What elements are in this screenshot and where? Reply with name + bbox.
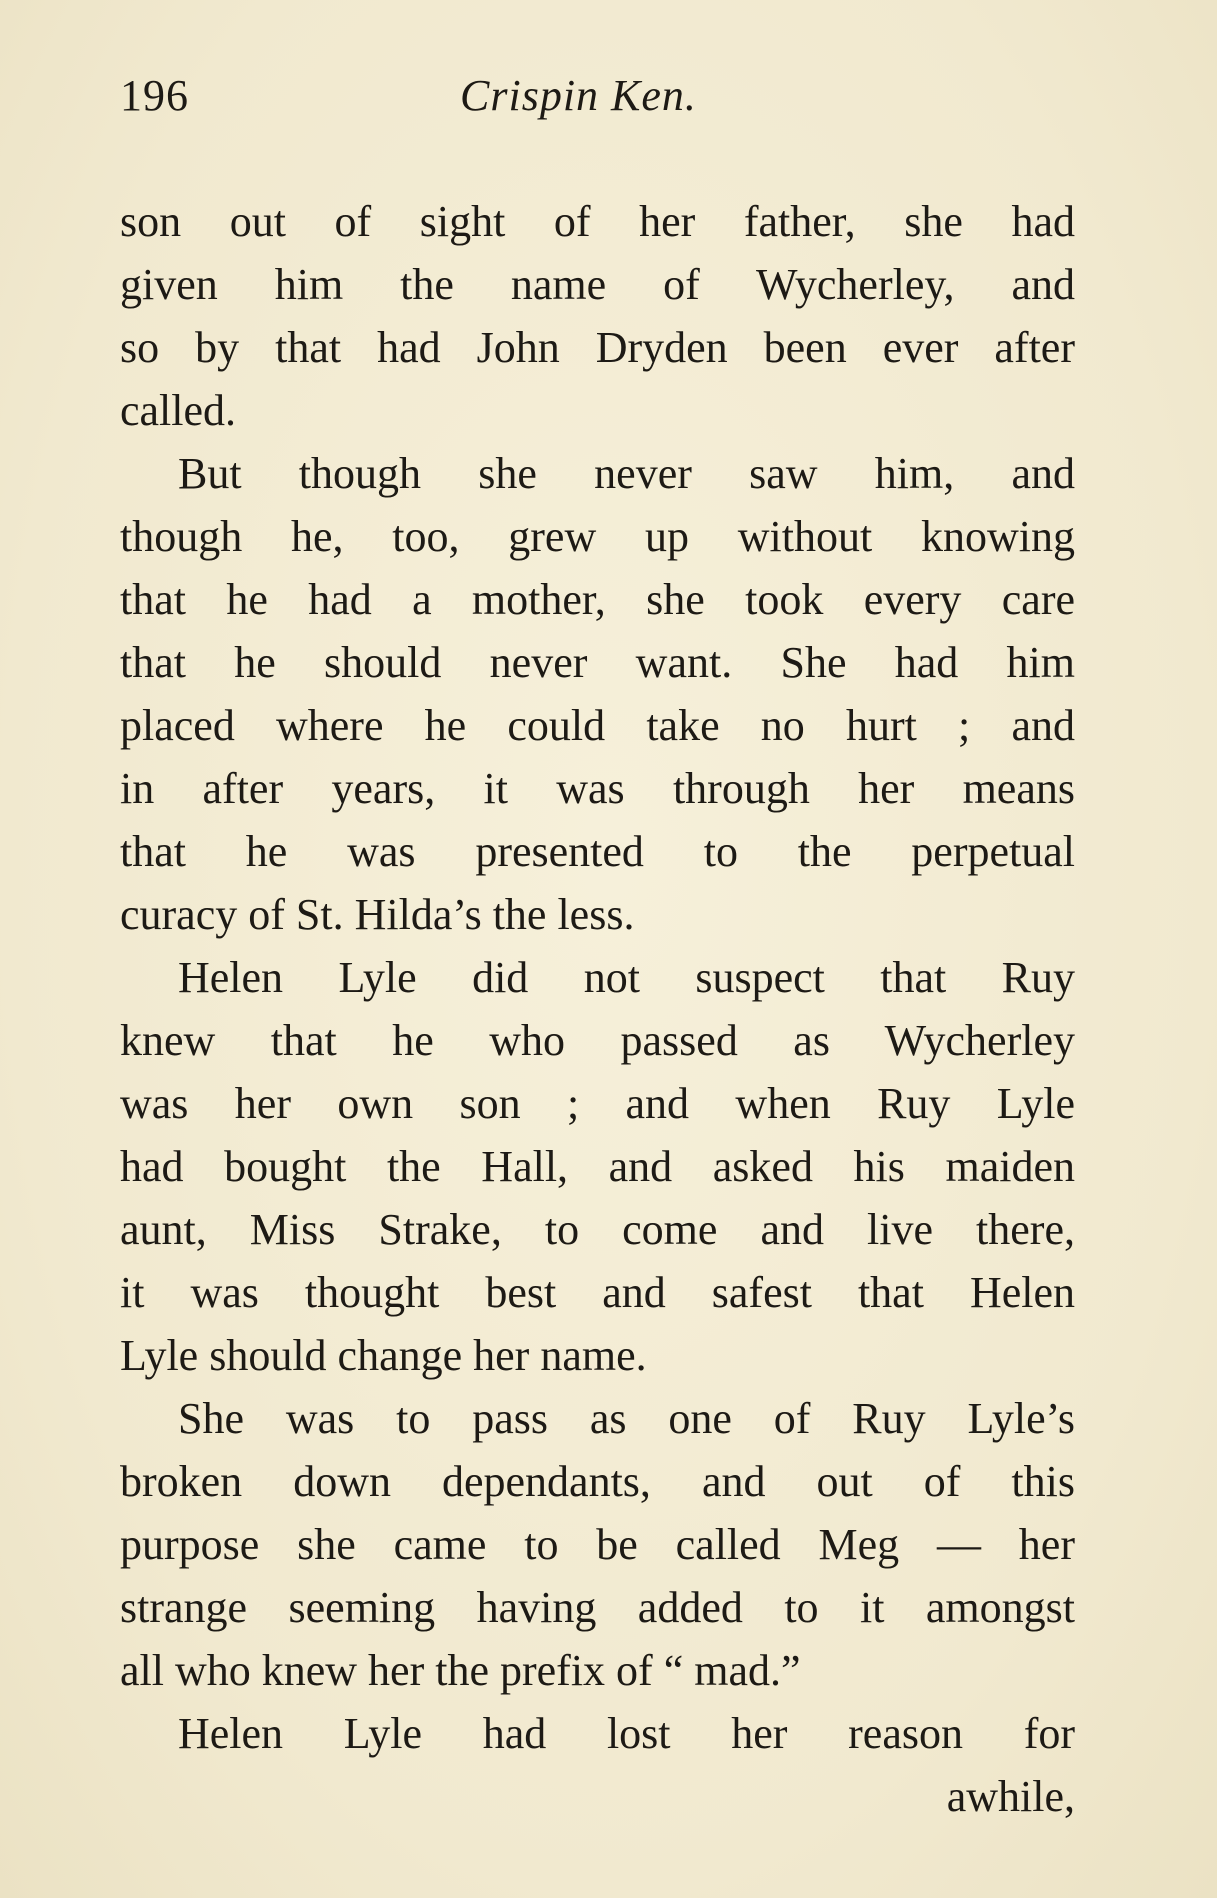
text-line: it was thought best and safest that Helen [120, 1268, 1075, 1317]
paragraph [120, 442, 1075, 946]
text-line: called. [120, 386, 237, 435]
text-line: given him the name of Wycherley, and [120, 260, 1075, 309]
paragraph [120, 1387, 1075, 1702]
text-line: placed where he could take no hurt ; and [120, 701, 1075, 750]
text-line: knew that he who passed as Wycherley [120, 1016, 1075, 1065]
text-line: aunt, Miss Strake, to come and live there, [120, 1205, 1075, 1254]
text-line: that he was presented to the perpetual [120, 827, 1075, 876]
catchword: awhile, [946, 1772, 1075, 1821]
text-line: though he, too, grew up without knowing [120, 512, 1075, 561]
text-line: that he should never want. She had him [120, 638, 1075, 687]
paragraph [120, 946, 1075, 1387]
text-line: strange seeming having added to it amongst [120, 1583, 1075, 1632]
text-line: She was to pass as one of Ruy Lyle’s [178, 1394, 1075, 1443]
text-line: so by that had John Dryden been ever after [120, 323, 1075, 372]
text-line: that he had a mother, she took every care [120, 575, 1075, 624]
text-line: But though she never saw him, and [178, 449, 1075, 498]
text-line: had bought the Hall, and asked his maiden [120, 1142, 1075, 1191]
text-line: all who knew her the prefix of “ mad.” [120, 1646, 801, 1695]
text-line: purpose she came to be called Meg — her [120, 1520, 1075, 1569]
page-body [120, 190, 1075, 1828]
page-number: 196 [120, 71, 189, 120]
text-line: Helen Lyle had lost her reason for [178, 1709, 1075, 1758]
paragraph [120, 190, 1075, 442]
text-line: broken down dependants, and out of this [120, 1457, 1075, 1506]
text-line: son out of sight of her father, she had [120, 197, 1075, 246]
paragraph [120, 1702, 1075, 1765]
running-title: Crispin Ken. [460, 71, 697, 120]
text-line: curacy of St. Hilda’s the less. [120, 890, 635, 939]
text-line: was her own son ; and when Ruy Lyle [120, 1079, 1075, 1128]
text-line: Helen Lyle did not suspect that Ruy [178, 953, 1075, 1002]
text-line: Lyle should change her name. [120, 1331, 647, 1380]
page-header [120, 60, 1080, 130]
book-page [120, 60, 1080, 1860]
text-line: in after years, it was through her means [120, 764, 1075, 813]
